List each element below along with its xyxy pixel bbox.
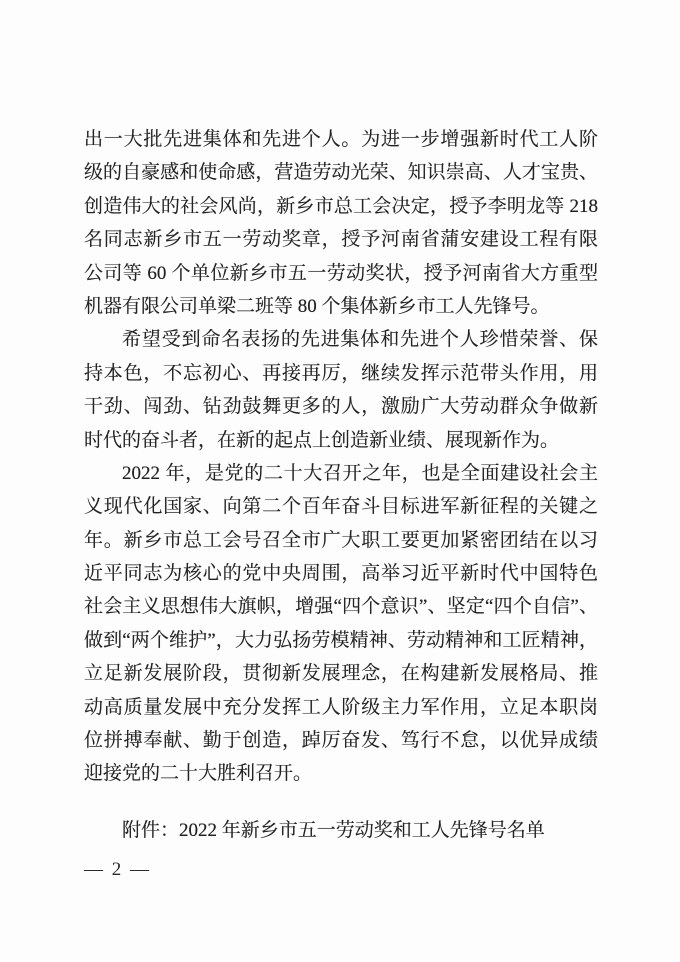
text-line: 希望受到命名表扬的先进集体和先进个人珍惜荣誉、保 xyxy=(122,329,598,351)
text-line: 近平同志为核心的党中央周围，高举习近平新时代中国特色 xyxy=(84,563,598,585)
body-text xyxy=(84,123,598,791)
text-line: 持本色，不忘初心、再接再厉，继续发挥示范带头作用，用 xyxy=(84,362,598,384)
text-line: 迎接党的二十大胜利召开。 xyxy=(84,763,313,785)
text-line: 公司等 60 个单位新乡市五一劳动奖状，授予河南省大方重型 xyxy=(84,262,598,284)
text-line: 名同志新乡市五一劳动奖章，授予河南省蒲安建设工程有限 xyxy=(84,229,598,251)
text-line: 做到“两个维护”，大力弘扬劳模精神、劳动精神和工匠精神， xyxy=(84,629,598,651)
attachment-line: 附件：2022 年新乡市五一劳动奖和工人先锋号名单 xyxy=(122,820,545,841)
text-line: 社会主义思想伟大旗帜，增强“四个意识”、坚定“四个自信”、 xyxy=(84,596,598,618)
text-line: 机器有限公司单梁二班等 80 个集体新乡市工人先锋号。 xyxy=(84,295,550,317)
text-line: 位拼搏奉献、勤于创造，踔厉奋发、笃行不怠，以优异成绩 xyxy=(84,730,598,752)
text-line: 动高质量发展中充分发挥工人阶级主力军作用，立足本职岗 xyxy=(84,696,598,718)
text-line: 2022 年，是党的二十大召开之年，也是全面建设社会主 xyxy=(122,462,598,484)
page-number: — 2 — xyxy=(84,859,151,880)
text-line: 级的自豪感和使命感，营造劳动光荣、知识崇高、人才宝贵、 xyxy=(84,162,598,184)
text-line: 干劲、闯劲、钻劲鼓舞更多的人，激励广大劳动群众争做新 xyxy=(84,396,598,418)
text-line: 年。新乡市总工会号召全市广大职工要更加紧密团结在以习 xyxy=(84,529,598,551)
text-line: 创造伟大的社会风尚，新乡市总工会决定，授予李明龙等 218 xyxy=(84,195,598,217)
text-line: 出一大批先进集体和先进个人。为进一步增强新时代工人阶 xyxy=(84,129,598,150)
text-line: 义现代化国家、向第二个百年奋斗目标进军新征程的关键之 xyxy=(84,496,598,518)
text-line: 立足新发展阶段，贯彻新发展理念，在构建新发展格局、推 xyxy=(84,663,598,685)
text-line: 时代的奋斗者，在新的起点上创造新业绩、展现新作为。 xyxy=(84,429,560,451)
